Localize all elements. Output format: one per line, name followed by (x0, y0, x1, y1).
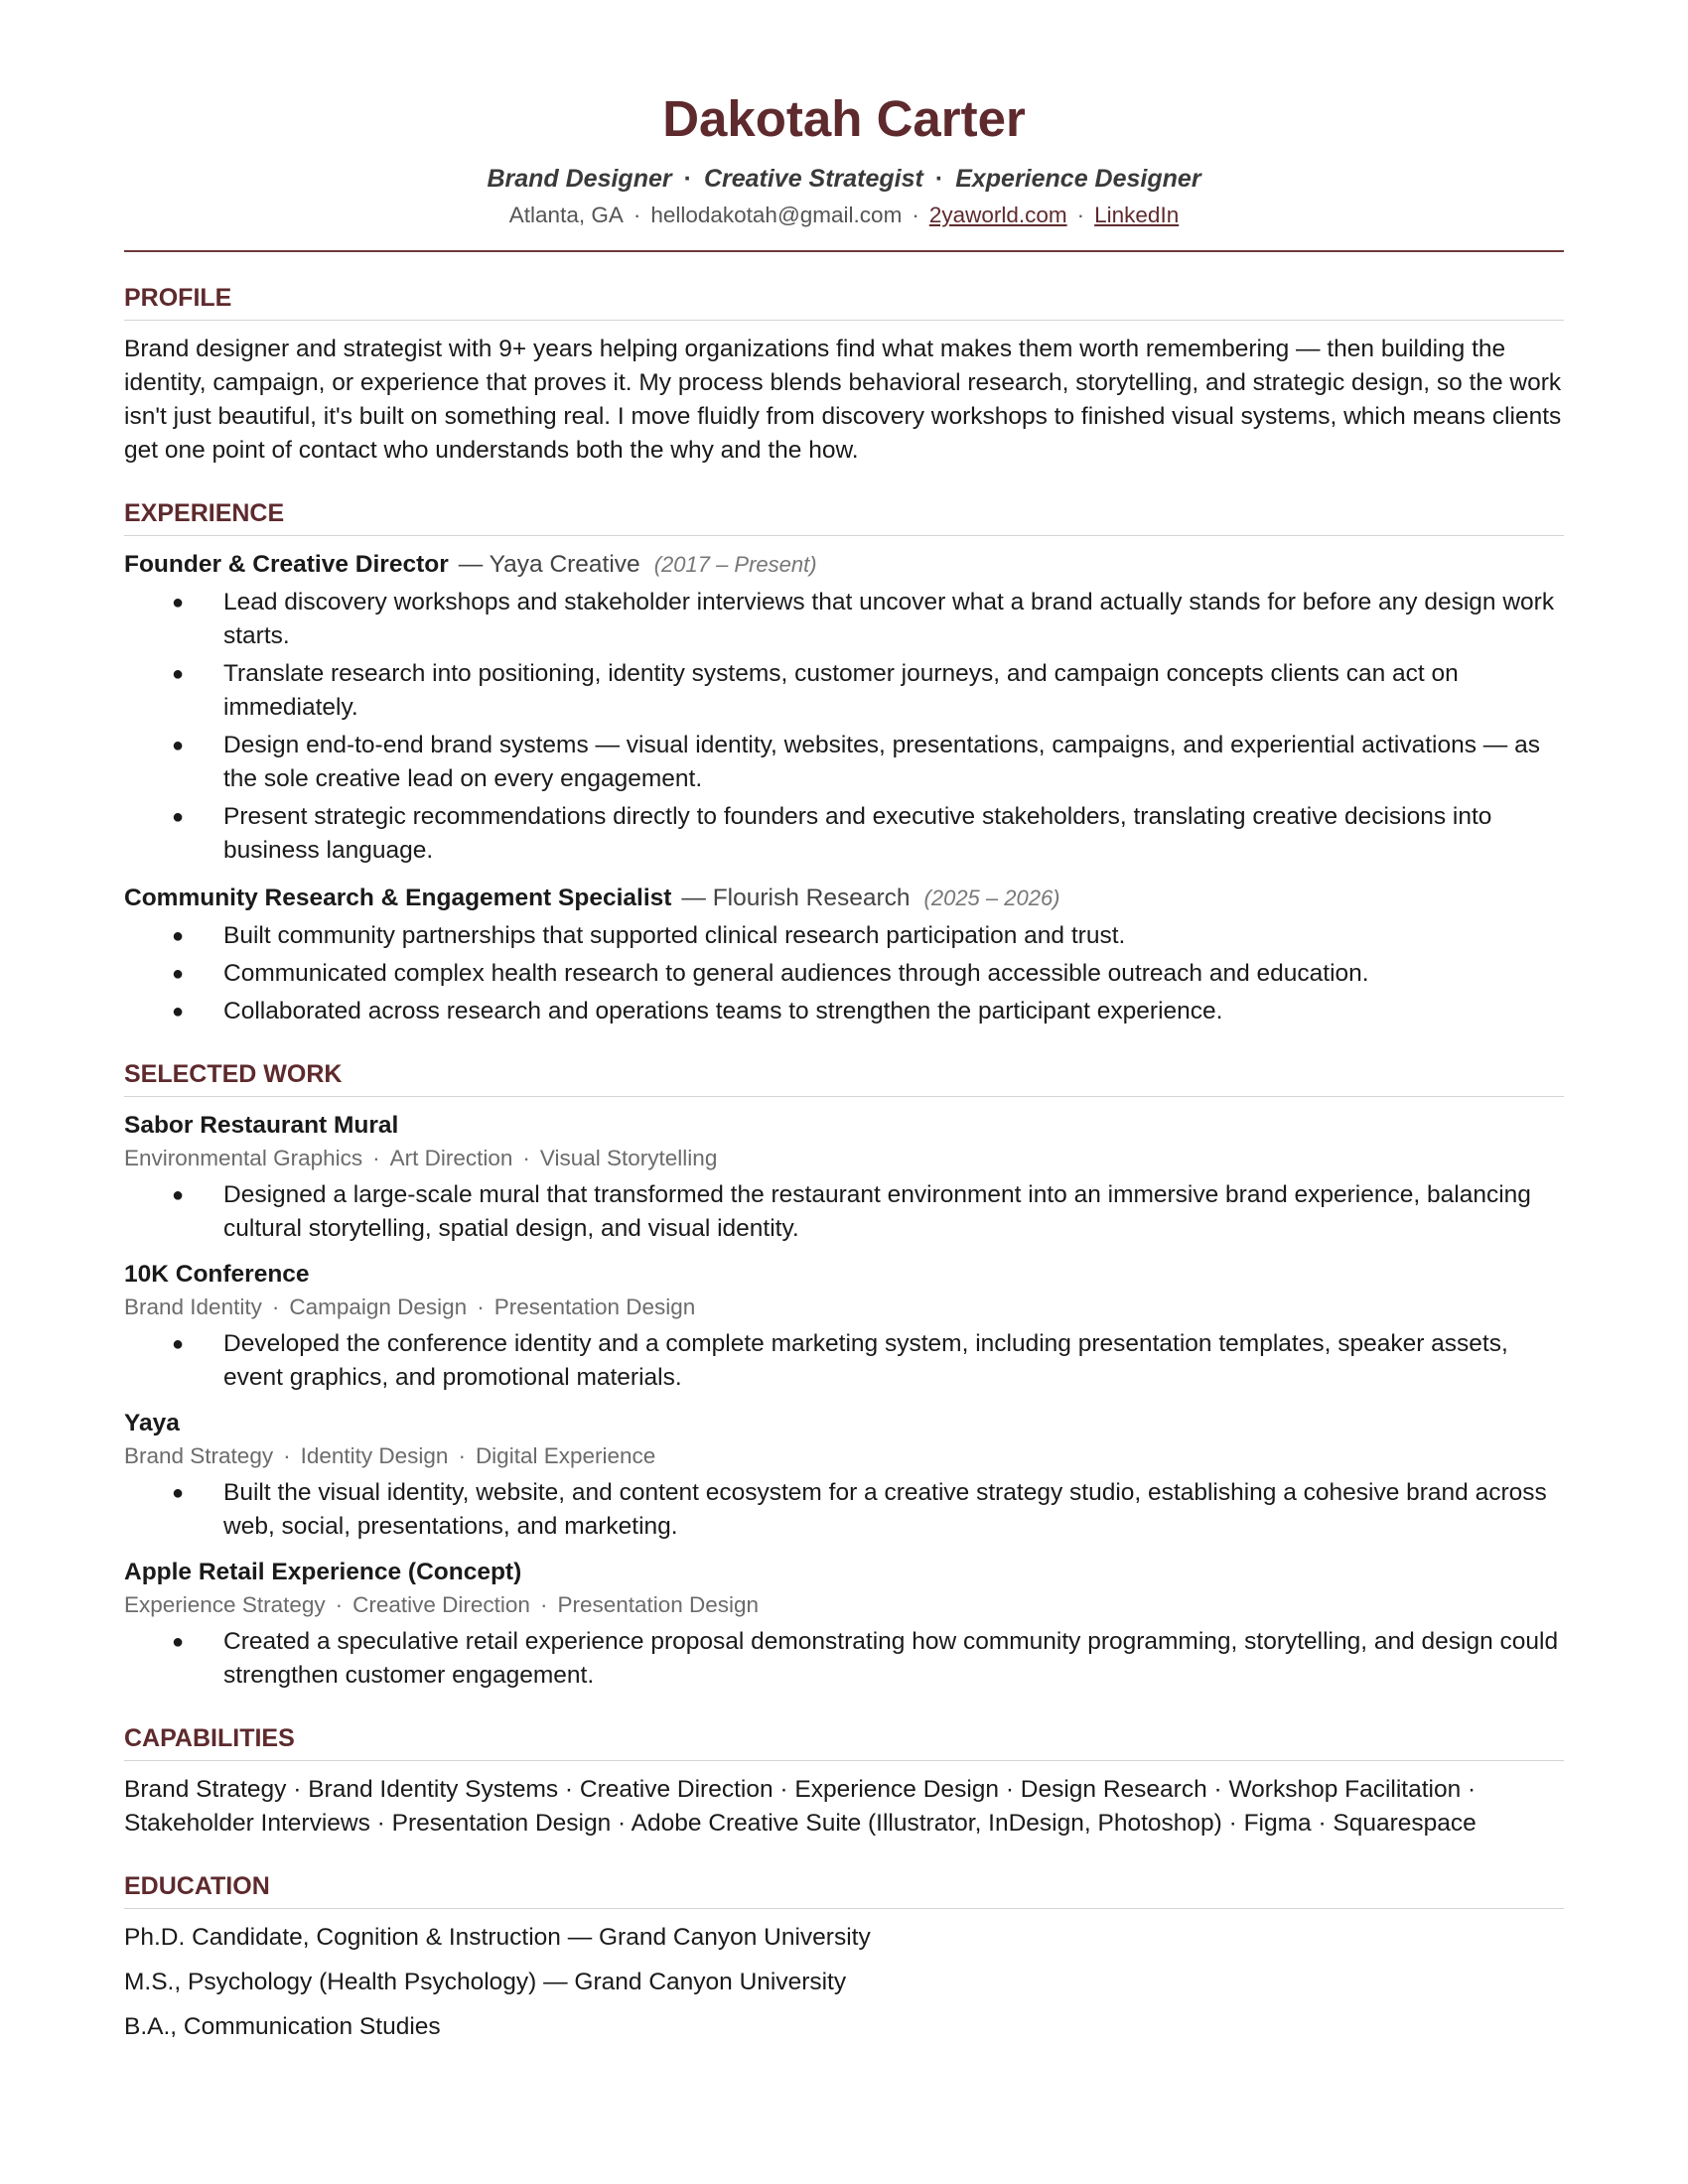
job-header (124, 882, 1564, 915)
bullet-icon: ● (172, 925, 185, 947)
section-title-experience: EXPERIENCE (124, 497, 1564, 536)
work-title: Yaya (124, 1410, 180, 1436)
contact-separator: · (912, 203, 919, 227)
work-tag: Environmental Graphics (124, 1146, 363, 1170)
role-separator: · (934, 165, 944, 193)
contact-line (124, 201, 1564, 230)
work-tag: Visual Storytelling (539, 1146, 718, 1170)
work-tag: Presentation Design (557, 1592, 760, 1617)
section-title-education: EDUCATION (124, 1870, 1564, 1909)
job-title: Community Research & Engagement Specialist (124, 885, 672, 911)
list-item (124, 586, 1564, 653)
job-organization: — Flourish Research (681, 885, 911, 911)
tag-separator: · (271, 1295, 280, 1319)
bullet-text: Design end-to-end brand systems — visual identity, websites, presentations, campaigns, and experiential activations — as the sole creative lead on every engagement. (223, 732, 1540, 792)
bullet-icon: ● (172, 1631, 185, 1653)
work-tag: Art Direction (389, 1146, 513, 1170)
bullet-text: Developed the conference identity and a complete marketing system, including presentation templates, speaker assets, event graphics, and promotional materials. (223, 1330, 1508, 1391)
work-tag: Brand Strategy (124, 1443, 274, 1468)
work-item (124, 1109, 1564, 1246)
job-title: Founder & Creative Director (124, 551, 449, 578)
work-tag: Presentation Design (493, 1295, 696, 1319)
bullet-text: Created a speculative retail experience proposal demonstrating how community programming, storytelling, and design could strengthen customer engagement. (223, 1628, 1559, 1689)
education-section (124, 1870, 1564, 2044)
section-title-selected-work: SELECTED WORK (124, 1058, 1564, 1097)
list-item (124, 919, 1564, 953)
linkedin-link[interactable]: LinkedIn (1094, 203, 1180, 227)
work-tags (124, 1292, 1564, 1323)
job-dates: (2025 – 2026) (923, 886, 1060, 910)
work-bullets (124, 1476, 1564, 1544)
email: hellodakotah@gmail.com (650, 203, 903, 227)
education-item: Ph.D. Candidate, Cognition & Instruction — Grand Canyon University (124, 1924, 871, 1951)
contact-separator: · (1076, 203, 1085, 227)
tag-separator: · (372, 1146, 380, 1170)
work-tag: Identity Design (300, 1443, 449, 1468)
list-item (124, 957, 1564, 991)
list-item (124, 800, 1564, 868)
bullet-text: Designed a large-scale mural that transformed the restaurant environment into an immersive brand experience, balancing cultural storytelling, spatial design, and visual identity. (223, 1181, 1531, 1242)
work-tag: Creative Direction (352, 1592, 530, 1617)
bullet-text: Built the visual identity, website, and content ecosystem for a creative strategy studio, establishing a cohesive brand across web, social, presentations, and marketing. (223, 1479, 1547, 1540)
bullet-text: Translate research into positioning, identity systems, customer journeys, and campaign concepts clients can act on immediately. (223, 660, 1459, 721)
experience-section (124, 497, 1564, 1028)
job-organization: — Yaya Creative (458, 551, 640, 578)
list-item (124, 1476, 1564, 1544)
list-item (124, 1625, 1564, 1693)
tag-separator: · (522, 1146, 530, 1170)
job-dates: (2017 – Present) (653, 552, 817, 577)
job-entry (124, 548, 1564, 868)
work-tag: Experience Strategy (124, 1592, 326, 1617)
section-title-capabilities: CAPABILITIES (124, 1722, 1564, 1761)
work-tag: Brand Identity (124, 1295, 262, 1319)
capabilities-text: Brand Strategy · Brand Identity Systems · Creative Direction · Experience Design · Design Research · Workshop Facilitation · Stakeholder Interviews · Presentation Design · Adobe Creative Suite (Illustrator, InDesign, Photoshop) · Figma · Squarespace (124, 1776, 1477, 1837)
tag-separator: · (283, 1443, 291, 1468)
bullet-icon: ● (172, 963, 185, 985)
work-title: Sabor Restaurant Mural (124, 1112, 399, 1139)
bullet-icon: ● (172, 1482, 185, 1504)
education-item: B.A., Communication Studies (124, 2013, 441, 2040)
resume-header (124, 87, 1564, 252)
work-tag: Digital Experience (475, 1443, 656, 1468)
bullet-text: Communicated complex health research to general audiences through accessible outreach and education. (223, 960, 1369, 987)
work-bullets (124, 1178, 1564, 1246)
job-header (124, 548, 1564, 582)
list-item (124, 1327, 1564, 1395)
work-item (124, 1556, 1564, 1693)
contact-separator: · (633, 203, 641, 227)
job-bullets (124, 919, 1564, 1028)
work-bullets (124, 1327, 1564, 1395)
capabilities-section (124, 1722, 1564, 1841)
work-item (124, 1407, 1564, 1544)
work-title: Apple Retail Experience (Concept) (124, 1559, 522, 1585)
bullet-text: Collaborated across research and operations teams to strengthen the participant experience. (223, 998, 1223, 1024)
work-tags (124, 1440, 1564, 1472)
job-bullets (124, 586, 1564, 868)
list-item (124, 657, 1564, 725)
candidate-name: Dakotah Carter (662, 90, 1026, 147)
list-item (124, 729, 1564, 796)
bullet-icon: ● (172, 1184, 185, 1206)
list-item (124, 1178, 1564, 1246)
bullet-icon: ● (172, 806, 185, 828)
work-tag: Campaign Design (289, 1295, 468, 1319)
bullet-icon: ● (172, 663, 185, 685)
work-title: 10K Conference (124, 1261, 310, 1288)
location: Atlanta, GA (508, 203, 624, 227)
tag-separator: · (335, 1592, 344, 1617)
work-tags (124, 1143, 1564, 1174)
work-bullets (124, 1625, 1564, 1693)
role-item: Creative Strategist (703, 165, 923, 193)
work-item (124, 1258, 1564, 1395)
selected-work-section (124, 1058, 1564, 1693)
role-item: Experience Designer (955, 165, 1201, 193)
work-tags (124, 1589, 1564, 1621)
job-entry (124, 882, 1564, 1028)
bullet-text: Lead discovery workshops and stakeholder interviews that uncover what a brand actually stands for before any design work starts. (223, 589, 1555, 649)
profile-text: Brand designer and strategist with 9+ years helping organizations find what makes them worth remembering — then building the identity, campaign, or experience that proves it. My process blends behavioral research, storytelling, and strategic design, so the work isn't just beautiful, it's built on something real. I move fluidly from discovery workshops to finished visual systems, which means clients get one point of contact who understands both the why and the how. (124, 336, 1562, 464)
role-list (124, 163, 1564, 195)
bullet-text: Present strategic recommendations directly to founders and executive stakeholders, translating creative decisions into business language. (223, 803, 1492, 864)
section-title-profile: PROFILE (124, 282, 1564, 321)
tag-separator: · (539, 1592, 548, 1617)
bullet-icon: ● (172, 735, 185, 756)
list-item (124, 995, 1564, 1028)
bullet-icon: ● (172, 592, 185, 614)
role-separator: · (683, 165, 692, 193)
bullet-icon: ● (172, 1001, 185, 1023)
website-link[interactable]: 2yaworld.com (928, 203, 1067, 227)
tag-separator: · (458, 1443, 466, 1468)
bullet-text: Built community partnerships that supported clinical research participation and trust. (223, 922, 1126, 949)
education-item: M.S., Psychology (Health Psychology) — Grand Canyon University (124, 1969, 847, 1995)
header-divider (124, 250, 1564, 252)
tag-separator: · (477, 1295, 485, 1319)
bullet-icon: ● (172, 1333, 185, 1355)
profile-section (124, 282, 1564, 468)
role-item: Brand Designer (487, 165, 672, 193)
